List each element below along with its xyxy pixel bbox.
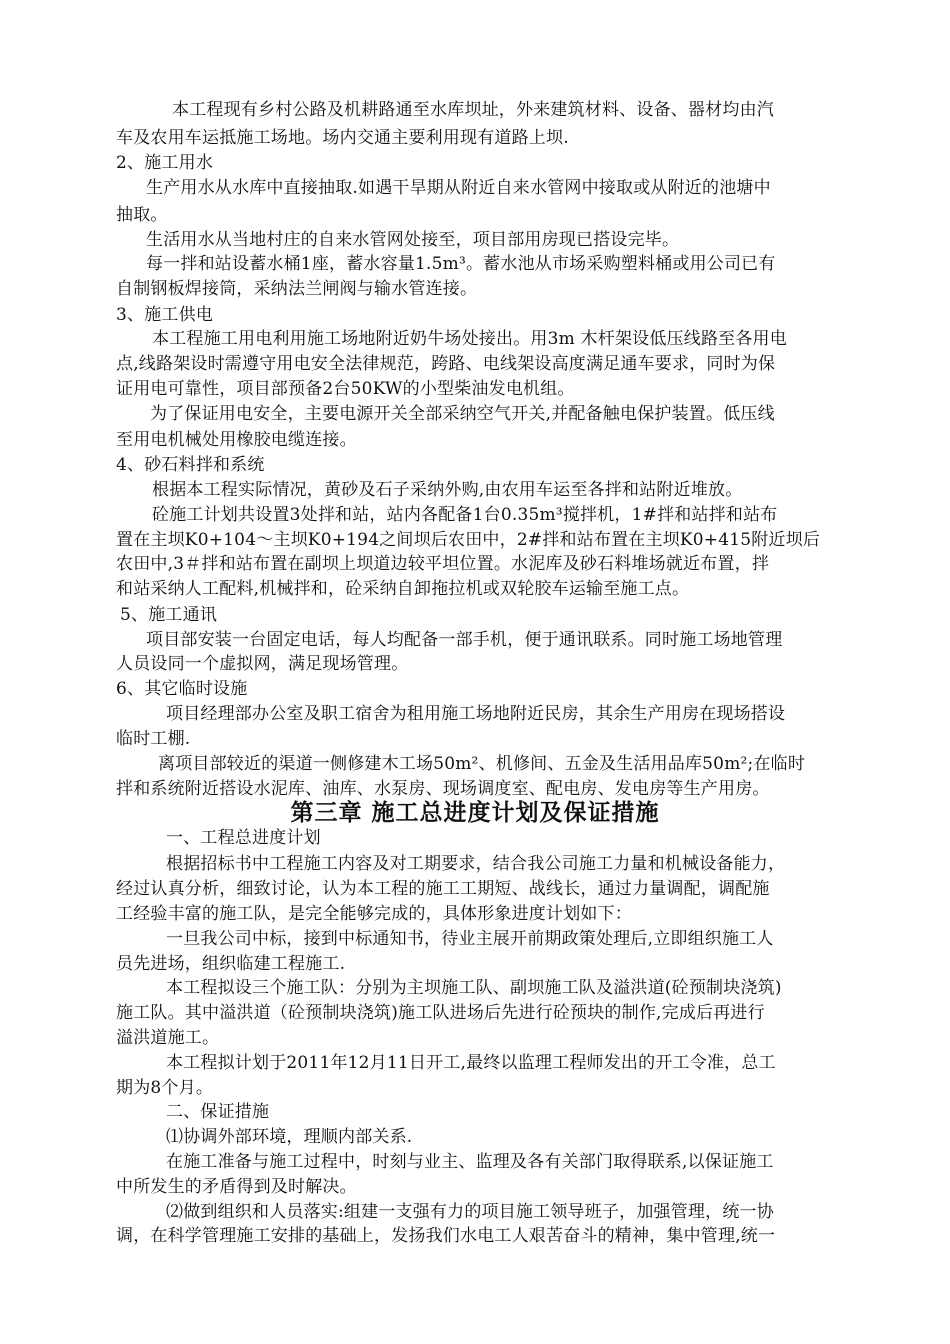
paragraph-line: 生产用水从水库中直接抽取.如遇干旱期从附近自来水管网中接取或从附近的池塘中 bbox=[146, 178, 771, 198]
paragraph-line: 根据本工程实际情况，黄砂及石子采纳外购,由农用车运至各拌和站附近堆放。 bbox=[152, 480, 743, 500]
paragraph-line: 砼施工计划共设置3处拌和站，站内各配备1台0.35m³搅拌机，1#拌和站拌和站布 bbox=[152, 505, 778, 525]
paragraph-line: 期为8个月。 bbox=[116, 1078, 214, 1098]
paragraph-line: 和站采纳人工配料,机械拌和，砼采纳自卸拖拉机或双轮胶车运输至施工点。 bbox=[116, 579, 690, 599]
paragraph-line: 每一拌和站设蓄水桶1座，蓄水容量1.5m³。蓄水池从市场采购塑料桶或用公司已有 bbox=[146, 254, 776, 274]
paragraph-line: ⑵做到组织和人员落实:组建一支强有力的项目施工领导班子，加强管理，统一协 bbox=[166, 1202, 774, 1222]
section-heading: 3、施工供电 bbox=[116, 305, 214, 325]
section-heading: 2、施工用水 bbox=[116, 153, 214, 173]
section-heading: 二、保证措施 bbox=[166, 1102, 270, 1122]
paragraph-line: 本工程拟设三个施工队：分别为主坝施工队、副坝施工队及溢洪道(砼预制块浇筑) bbox=[166, 978, 782, 998]
paragraph-line: 离项目部较近的渠道一侧修建木工场50m²、机修间、五金及生活用品库50m²;在临时 bbox=[158, 754, 806, 774]
paragraph-line: 溢洪道施工。 bbox=[116, 1028, 220, 1048]
paragraph-line: 工经验丰富的施工队，是完全能够完成的，具体形象进度计划如下： bbox=[116, 904, 632, 924]
paragraph-line: 员先进场，组织临建工程施工. bbox=[116, 954, 346, 974]
paragraph-line: 施工队。其中溢洪道（砼预制块浇筑)施工队进场后先进行砼预块的制作,完成后再进行 bbox=[116, 1003, 765, 1023]
paragraph-line: 为了保证用电安全，主要电源开关全部采纳空气开关,并配备触电保护装置。低压线 bbox=[150, 404, 775, 424]
paragraph-line: 拌和系统附近搭设水泥库、油库、水泵房、现场调度室、配电房、发电房等生产用房。 bbox=[116, 779, 770, 799]
paragraph-line: 一旦我公司中标，接到中标通知书，待业主展开前期政策处理后,立即组织施工人 bbox=[166, 929, 774, 949]
paragraph-line: 根据招标书中工程施工内容及对工期要求，结合我公司施工力量和机械设备能力， bbox=[166, 854, 786, 874]
paragraph-line: 项目部安装一台固定电话，每人均配备一部手机，便于通讯联系。同时施工场地管理 bbox=[146, 630, 783, 650]
section-heading: 4、砂石料拌和系统 bbox=[116, 455, 265, 475]
paragraph-line: 车及农用车运抵施工场地。场内交通主要利用现有道路上坝. bbox=[116, 128, 569, 148]
paragraph-line: 临时工棚. bbox=[116, 729, 191, 749]
paragraph-line: 抽取。 bbox=[116, 205, 168, 225]
section-heading: 一、工程总进度计划 bbox=[166, 828, 321, 848]
paragraph-line: 经过认真分析，细致讨论，认为本工程的施工工期短、战线长，通过力量调配，调配施 bbox=[116, 879, 770, 899]
paragraph-line: 项目经理部办公室及职工宿舍为租用施工场地附近民房，其余生产用房在现场搭设 bbox=[166, 704, 786, 724]
paragraph-line: 点,线路架设时需遵守用电安全法律规范，跨路、电线架设高度满足通车要求，同时为保 bbox=[116, 354, 776, 374]
chapter-title: 第三章 施工总进度计划及保证措施 bbox=[290, 800, 660, 826]
paragraph-line: 生活用水从当地村庄的自来水管网处接至，项目部用房现已搭设完毕。 bbox=[146, 230, 680, 250]
section-heading: 5、施工通讯 bbox=[120, 605, 218, 625]
paragraph-line: 至用电机械处用橡胶电缆连接。 bbox=[116, 430, 357, 450]
paragraph-line: 中所发生的矛盾得到及时解决。 bbox=[116, 1177, 357, 1197]
paragraph-line: 本工程施工用电利用施工场地附近奶牛场处接出。用3m 木杆架设低压线路至各用电 bbox=[152, 329, 787, 349]
paragraph-line: 调，在科学管理施工安排的基础上，发扬我们水电工人艰苦奋斗的精神，集中管理,统一 bbox=[116, 1226, 776, 1246]
paragraph-line: 置在主坝K0+104～主坝K0+194之间坝后农田中，2#拌和站布置在主坝K0+415附近坝后 bbox=[116, 530, 821, 550]
section-heading: 6、其它临时设施 bbox=[116, 679, 248, 699]
paragraph-line: 本工程拟计划于2011年12月11日开工,最终以监理工程师发出的开工令准，总工 bbox=[166, 1053, 776, 1073]
paragraph-line: 本工程现有乡村公路及机耕路通至水库坝址，外来建筑材料、设备、器材均由汽 bbox=[172, 100, 774, 120]
paragraph-line: ⑴协调外部环境，理顺内部关系. bbox=[166, 1127, 413, 1147]
paragraph-line: 证用电可靠性，项目部预备2台50KW的小型柴油发电机组。 bbox=[116, 379, 575, 399]
paragraph-line: 人员设同一个虚拟网，满足现场管理。 bbox=[116, 654, 409, 674]
paragraph-line: 农田中,3＃拌和站布置在副坝上坝道边较平坦位置。水泥库及砂石料堆场就近布置，拌 bbox=[116, 554, 770, 574]
paragraph-line: 在施工准备与施工过程中，时刻与业主、监理及各有关部门取得联系,以保证施工 bbox=[166, 1152, 774, 1172]
paragraph-line: 自制钢板焊接筒，采纳法兰闸阀与输水管连接。 bbox=[116, 279, 478, 299]
